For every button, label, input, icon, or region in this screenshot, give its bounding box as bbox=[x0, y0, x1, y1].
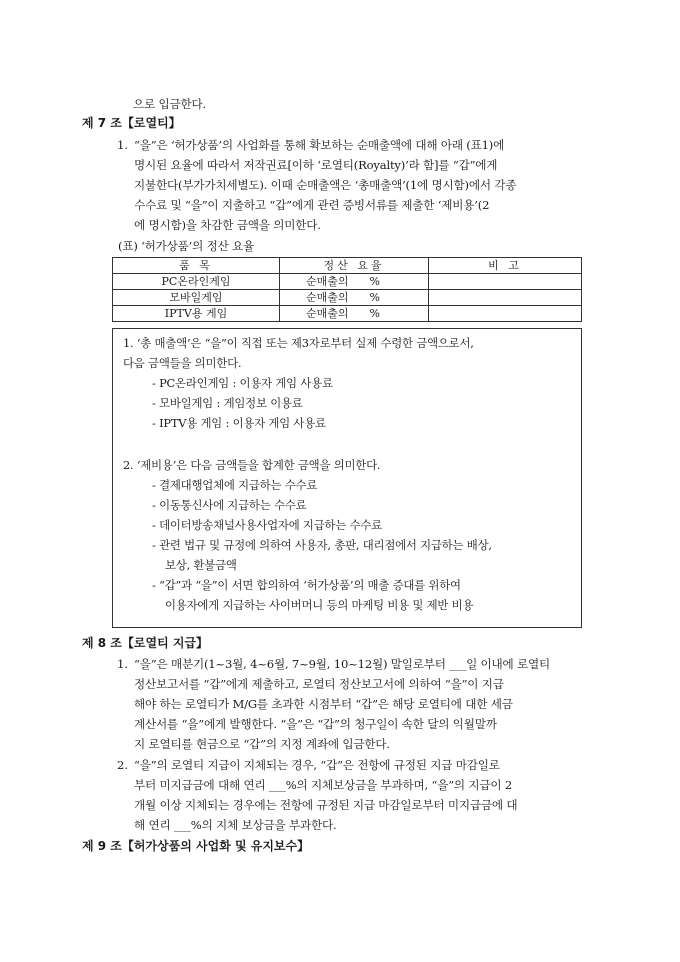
box-list-item: - PC온라인게임 : 이용자 게임 사용료 bbox=[152, 376, 333, 390]
intro-line: 으로 입금한다. bbox=[133, 97, 206, 111]
royalty-rate-table bbox=[112, 257, 582, 322]
column-header-rate: 정산 요율 bbox=[280, 258, 429, 274]
article-8-para-1-line: 계산서를 “을”에게 발행한다. “을”은 “갑”의 청구일이 속한 달의 익월말까 bbox=[134, 717, 497, 731]
box-section-1-line: 1. ‘총 매출액’은 “을”이 직접 또는 제3자로부터 실제 수령한 금액으로서, bbox=[123, 336, 474, 350]
article-7-para-1-number: 1. bbox=[117, 138, 129, 152]
table-cell-rate: 순매출의 % bbox=[280, 290, 429, 306]
article-8-para-1-line: “을”은 매분기(1~3월, 4~6월, 7~9월, 10~12월) 말일로부터 ___일 이내에 로열티 bbox=[134, 657, 551, 671]
article-8-para-1-line: 지 로열티를 현금으로 “갑”의 지정 계좌에 입금한다. bbox=[134, 737, 390, 751]
article-7-heading: 제 7 조【로열티】 bbox=[82, 116, 181, 130]
column-header-note: 비 고 bbox=[429, 258, 582, 274]
table-cell-rate: 순매출의 % bbox=[280, 274, 429, 290]
box-list-item: - 결제대행업체에 지급하는 수수료 bbox=[152, 478, 318, 492]
table-cell-note bbox=[429, 274, 582, 290]
box-list-item: - IPTV용 게임 : 이용자 게임 사용료 bbox=[152, 416, 326, 430]
article-7-para-1-line: “을”은 ‘허가상품’의 사업화를 통해 확보하는 순매출액에 대해 아래 (표1)에 bbox=[134, 138, 505, 152]
box-list-item: - 이동통신사에 지급하는 수수료 bbox=[152, 498, 307, 512]
definitions-box bbox=[112, 328, 582, 628]
table-row bbox=[113, 306, 582, 322]
article-9-heading: 제 9 조【허가상품의 사업화 및 유지보수】 bbox=[82, 839, 310, 853]
box-list-item: 이용자에게 지급하는 사이버머니 등의 마케팅 비용 및 제반 비용 bbox=[165, 598, 474, 612]
article-8-para-1-line: 정산보고서를 “갑”에게 제출하고, 로열티 정산보고서에 의하여 “을”이 지급 bbox=[134, 677, 504, 691]
table-header-row bbox=[113, 258, 582, 274]
article-7-para-1-line: 에 명시함)을 차감한 금액을 의미한다. bbox=[134, 218, 321, 232]
article-8-para-2-line: “을”의 로열티 지급이 지체되는 경우, “갑”은 전항에 규정된 지급 마감일로 bbox=[134, 758, 500, 772]
table-cell-item: IPTV용 게임 bbox=[113, 306, 280, 322]
article-8-para-1-number: 1. bbox=[117, 657, 129, 671]
table-cell-item: 모바일게임 bbox=[113, 290, 280, 306]
table-row bbox=[113, 274, 582, 290]
article-7-para-1-line: 지불한다(부가가치세별도). 이때 순매출액은 ‘총매출액’(1에 명시함)에서 각종 bbox=[134, 178, 517, 192]
table-cell-note bbox=[429, 290, 582, 306]
article-8-heading: 제 8 조【로열티 지급】 bbox=[82, 636, 209, 650]
table-caption: (표) ‘허가상품’의 정산 요율 bbox=[118, 239, 255, 253]
box-list-item: - 데이터방송채널사용사업자에 지급하는 수수료 bbox=[152, 518, 382, 532]
box-list-item: - 관련 법규 및 규정에 의하여 사용자, 총판, 대리점에서 지급하는 배상, bbox=[152, 538, 492, 552]
column-header-item: 품 목 bbox=[113, 258, 280, 274]
article-8-para-2-number: 2. bbox=[117, 758, 129, 772]
article-8-para-1-line: 해야 하는 로열티가 M/G를 초과한 시점부터 “갑”은 해당 로열티에 대한 세금 bbox=[134, 697, 513, 711]
article-8-para-2-line: 해 연리 ___%의 지체 보상금을 부과한다. bbox=[134, 818, 337, 832]
article-7-para-1-line: 수수료 및 “을”이 지출하고 “갑”에게 관련 증빙서류를 제출한 ‘제비용’(2 bbox=[134, 198, 490, 212]
article-8-para-2-line: 개월 이상 지체되는 경우에는 전항에 규정된 지급 마감일로부터 미지급금에 대 bbox=[134, 798, 518, 812]
table-row bbox=[113, 290, 582, 306]
box-list-item: - “갑”과 “을”이 서면 합의하여 ‘허가상품’의 매출 증대를 위하여 bbox=[152, 578, 461, 592]
table-cell-item: PC온라인게임 bbox=[113, 274, 280, 290]
article-7-para-1-line: 명시된 요율에 따라서 저작권료[이하 ‘로열티(Royalty)’라 함]를 “갑”에게 bbox=[134, 158, 498, 172]
article-8-para-2-line: 부터 미지급금에 대해 연리 ___%의 지체보상금을 부과하며, “을”의 지급이 2 bbox=[134, 778, 513, 792]
table-cell-note bbox=[429, 306, 582, 322]
box-list-item: 보상, 환불금액 bbox=[165, 558, 237, 572]
table-cell-rate: 순매출의 % bbox=[280, 306, 429, 322]
box-section-2-line: 2. ‘제비용’은 다음 금액들을 합계한 금액을 의미한다. bbox=[123, 458, 381, 472]
box-list-item: - 모바일게임 : 게임정보 이용료 bbox=[152, 396, 303, 410]
box-section-1-line: 다음 금액들을 의미한다. bbox=[123, 356, 242, 370]
